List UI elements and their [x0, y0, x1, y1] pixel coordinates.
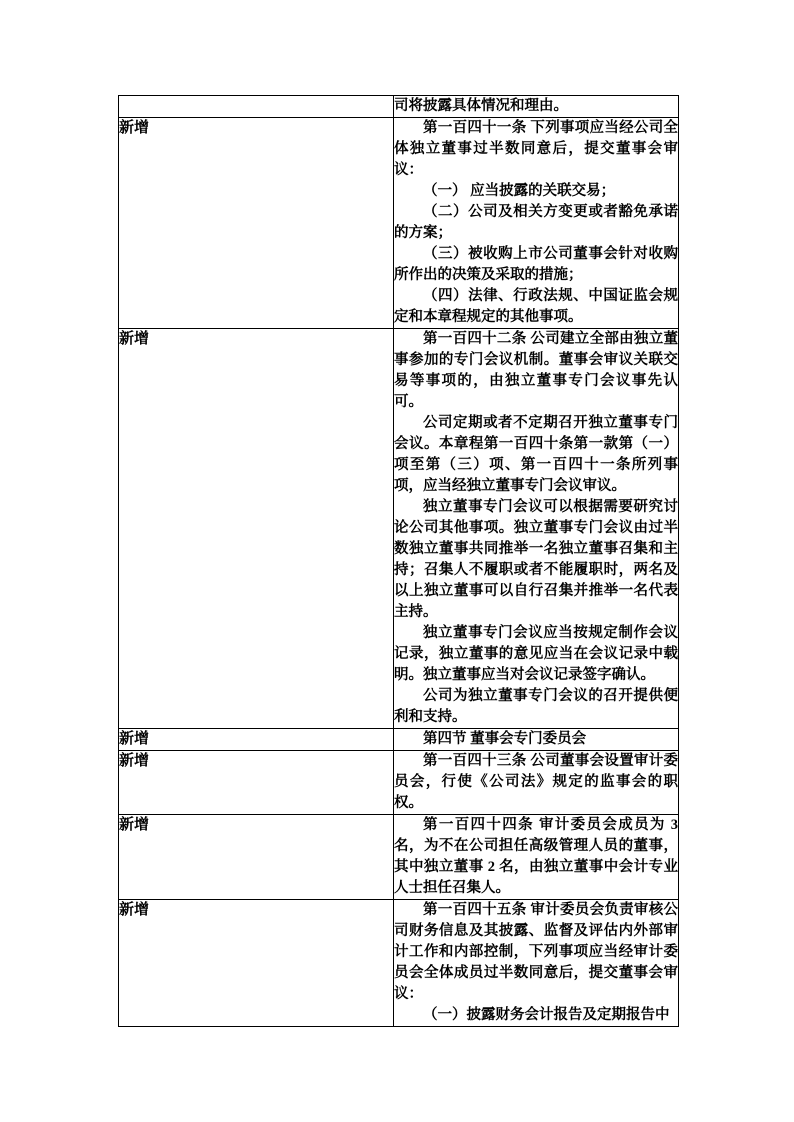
clause-paragraph: （二）公司及相关方变更或者豁免承诺的方案；	[394, 204, 678, 241]
revision-type-label: 新增	[119, 753, 150, 769]
clause-paragraph: 第一百四十一条 下列事项应当经公司全体独立董事过半数同意后，提交董事会审议：	[394, 120, 678, 178]
clause-text-cell	[394, 751, 679, 815]
table-row	[119, 329, 679, 729]
revision-type-cell	[119, 96, 394, 118]
clause-text-cell	[394, 729, 679, 751]
clause-paragraph: 第一百四十四条 审计委员会成员为 3名，为不在公司担任高级管理人员的董事，其中独立董事 2 名，由独立董事中会计专业人士担任召集人。	[394, 817, 678, 896]
revision-table-body	[119, 96, 679, 1027]
clause-text-cell	[394, 815, 679, 900]
revision-type-label: 新增	[119, 331, 150, 347]
revision-type-cell	[119, 815, 394, 900]
clause-text-cell	[394, 900, 679, 1027]
clause-paragraph: 独立董事专门会议可以根据需要研究讨论公司其他事项。独立董事专门会议由过半数独立董事共同推举一名独立董事召集和主持；召集人不履职或者不能履职时，两名及以上独立董事可以自行召集并推举一名代表主持。	[394, 499, 678, 620]
clause-paragraph: 第一百四十三条 公司董事会设置审计委员会，行使《公司法》规定的监事会的职权。	[394, 753, 678, 811]
clause-text-cell	[394, 118, 679, 329]
table-row	[119, 815, 679, 900]
revision-type-cell	[119, 900, 394, 1027]
table-row	[119, 729, 679, 751]
revision-comparison-table	[118, 95, 679, 1027]
clause-paragraph: （三）被收购上市公司董事会针对收购所作出的决策及采取的措施；	[394, 246, 678, 283]
table-row	[119, 751, 679, 815]
revision-type-cell	[119, 751, 394, 815]
table-row	[119, 96, 679, 118]
revision-type-cell	[119, 729, 394, 751]
revision-type-label: 新增	[119, 817, 150, 833]
clause-paragraph: 公司为独立董事专门会议的召开提供便利和支持。	[394, 688, 678, 725]
revision-type-cell	[119, 118, 394, 329]
clause-paragraph: （四）法律、行政法规、中国证监会规定和本章程规定的其他事项。	[394, 288, 678, 325]
clause-paragraph: 第一百四十五条 审计委员会负责审核公司财务信息及其披露、监督及评估内外部审计工作和内部控制，下列事项应当经审计委员会全体成员过半数同意后，提交董事会审议：	[394, 902, 678, 1002]
revision-type-label: 新增	[119, 902, 150, 918]
revision-type-label: 新增	[119, 120, 150, 136]
clause-paragraph: 司将披露具体情况和理由。	[394, 98, 568, 114]
clause-paragraph: （一）披露财务会计报告及定期报告中	[423, 1007, 670, 1023]
table-row	[119, 900, 679, 1027]
clause-text-cell	[394, 96, 679, 118]
clause-paragraph: （一） 应当披露的关联交易；	[423, 183, 616, 199]
clause-text-cell	[394, 329, 679, 729]
revision-type-cell	[119, 329, 394, 729]
revision-type-label: 新增	[119, 731, 150, 747]
table-row	[119, 118, 679, 329]
clause-paragraph: 独立董事专门会议应当按规定制作会议记录，独立董事的意见应当在会议记录中载明。独立董事应当对会议记录签字确认。	[394, 625, 678, 683]
clause-paragraph: 公司定期或者不定期召开独立董事专门会议。本章程第一百四十条第一款第（一）项至第（三）项、第一百四十一条所列事项，应当经独立董事专门会议审议。	[394, 415, 678, 494]
clause-paragraph: 第一百四十二条 公司建立全部由独立董事参加的专门会议机制。董事会审议关联交易等事项的，由独立董事专门会议事先认可。	[394, 331, 678, 410]
clause-paragraph: 第四节 董事会专门委员会	[423, 731, 587, 747]
